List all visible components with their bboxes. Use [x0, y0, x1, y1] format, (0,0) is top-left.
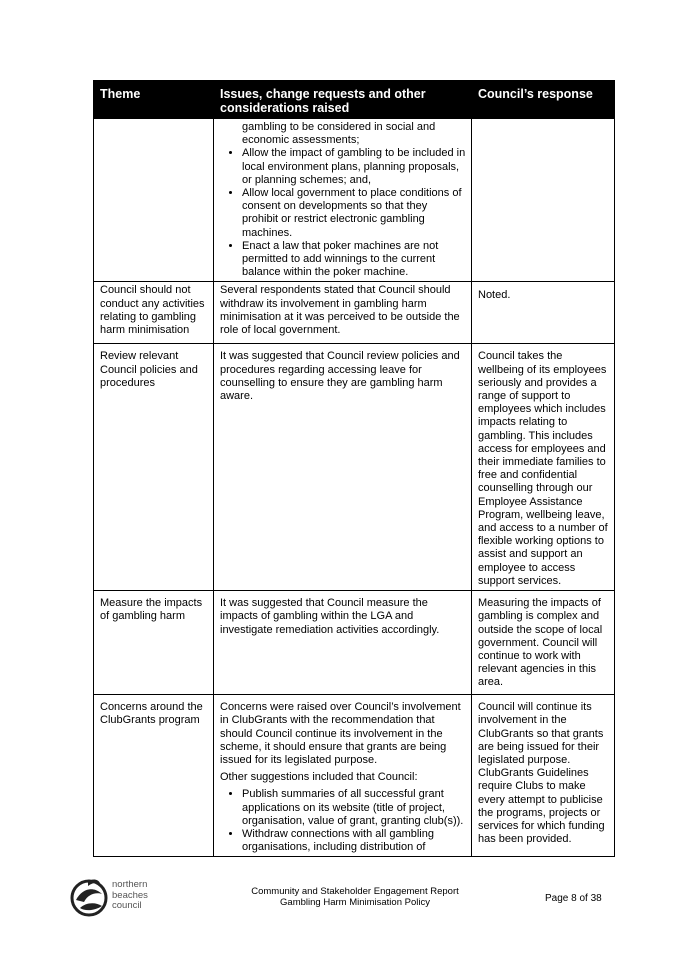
table-row	[94, 695, 615, 857]
theme-cell	[94, 119, 214, 282]
response-cell: Council will continue its involvement in the ClubGrants so that grants are being issued for their legislated purpose. ClubGrants Guidelines require Clubs to make every attempt to publicise the programs, projects or services for which funding has been provided.	[472, 695, 615, 857]
header-response: Council’s response	[472, 81, 615, 119]
table-row	[94, 119, 615, 282]
list-item: • Allow the impact of gambling to be included in local environment plans, planning proposals, or planning schemes; and,	[242, 147, 466, 187]
theme-cell: Measure the impacts of gambling harm	[94, 591, 214, 695]
header-issues: Issues, change requests and other considerations raised	[214, 81, 472, 119]
list-item: gambling to be considered in social and economic assessments;	[242, 121, 436, 147]
paragraph: Concerns were raised over Council’s involvement in ClubGrants with the recommendation that should Council continue its involvement in the scheme, it should ensure that grants are being issued for its legislated purpose.	[220, 701, 461, 766]
response-cell: Measuring the impacts of gambling is complex and outside the scope of local government. Council will continue to work with relevant agencies in this area.	[472, 591, 615, 695]
table-row	[94, 282, 615, 344]
footer-title	[240, 886, 470, 908]
table-row	[94, 591, 615, 695]
feedback-table	[93, 80, 615, 857]
header-theme: Theme	[94, 81, 214, 119]
theme-cell: Review relevant Council policies and procedures	[94, 344, 214, 591]
issues-cell	[214, 695, 472, 857]
page-number: Page 8 of 38	[545, 893, 602, 904]
footer-title-line: Gambling Harm Minimisation Policy	[280, 897, 430, 908]
response-cell: Noted.	[472, 282, 615, 344]
issues-cell	[214, 119, 472, 282]
logo-text-line: council	[112, 900, 142, 911]
table-row	[94, 344, 615, 591]
logo-text-line: beaches	[112, 889, 148, 901]
issues-cell: It was suggested that Council measure the impacts of gambling within the LGA and investigate remediation activities accordingly.	[214, 591, 472, 695]
council-logo	[68, 874, 198, 924]
council-logo-icon	[68, 874, 110, 920]
issues-cell: It was suggested that Council review policies and procedures regarding accessing leave for counselling to ensure they are gambling harm aware.	[214, 344, 472, 591]
theme-cell: Concerns around the ClubGrants program	[94, 695, 214, 857]
issues-cell: Several respondents stated that Council should withdraw its involvement in gambling harm minimisation at it was perceived to be outside the role of local government.	[214, 282, 472, 344]
footer-title-line: Community and Stakeholder Engagement Report	[251, 886, 459, 897]
theme-cell: Council should not conduct any activities relating to gambling harm minimisation	[94, 282, 214, 344]
list-item: • Enact a law that poker machines are not permitted to add winnings to the current balance within the poker machine.	[242, 240, 466, 280]
list-item: • Withdraw connections with all gambling organisations, including distribution of	[242, 828, 466, 854]
response-cell	[472, 119, 615, 282]
list-item: • Publish summaries of all successful grant applications on its website (title of project, organisation, value of grant, granting club(s)).	[242, 788, 466, 828]
table-header-row	[94, 81, 615, 119]
list-item: • Allow local government to place conditions of consent on developments so that they prohibit or restrict electronic gambling machines.	[242, 187, 466, 240]
document-page	[93, 80, 614, 857]
logo-text-line: northern	[112, 879, 148, 890]
paragraph: Other suggestions included that Council:	[220, 771, 418, 784]
response-cell: Council takes the wellbeing of its employees seriously and provides a range of support to employees which includes impacts relating to gambling. This includes access for employees and their immediate families to free and confidential counselling through our Employee Assistance Program, wellbeing leave, and access to a number of flexible working options to assist and support an employee to access support services.	[472, 344, 615, 591]
